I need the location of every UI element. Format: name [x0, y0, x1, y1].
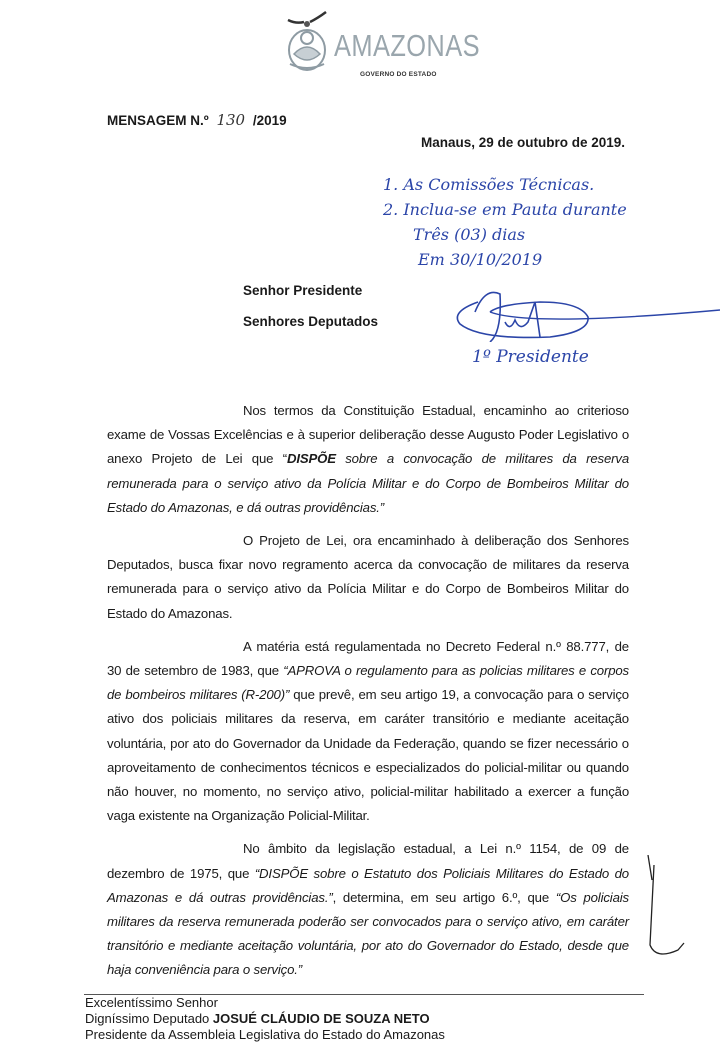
footer [84, 994, 644, 1043]
paragraph-2 [107, 529, 629, 626]
addressee-line-3: Presidente da Assembleia Legislativa do Estado do Amazonas [85, 1027, 445, 1042]
annotation-line-3: Três (03) dias [413, 225, 526, 244]
handwritten-annotation [383, 172, 683, 272]
message-number [107, 111, 287, 129]
addressee-title: Digníssimo Deputado [85, 1011, 213, 1026]
paragraph-4 [107, 837, 629, 982]
message-number-handwritten: 130 [216, 111, 246, 129]
addressee-line-1: Excelentíssimo Senhor [85, 995, 218, 1010]
paragraph-3 [107, 635, 629, 829]
salutation-president: Senhor Presidente [243, 283, 363, 298]
letterhead [282, 8, 480, 78]
paragraph-3-text-b: que prevê, em seu artigo 19, a convocação para o serviço ativo dos policiais militares da reserva, em caráter transitório e mediante aceitação voluntária, por ato do Governador da Unidade da Federação, quando se fizer necessário o aproveitamento de conhecimentos técnicos e especializados do policial-militar ou quando não houver, no momento, no serviço ativo, policial-militar habilitado a exercer a função vaga existente na Organização Policial-Militar. [107, 687, 629, 824]
salutation-deputies: Senhores Deputados [243, 314, 379, 329]
paragraph-4-quote-a: “DISPÕE sobre o Estatuto dos Policiais Militares do Estado do Amazonas e dá outras providências.” [107, 865, 629, 905]
message-year: /2019 [252, 113, 287, 128]
addressee-line-2 [85, 1011, 644, 1027]
date-line: Manaus, 29 de outubro de 2019. [421, 135, 626, 150]
letterhead-subtitle: GOVERNO DO ESTADO [360, 71, 437, 78]
addressee-name: JOSUÉ CLÁUDIO DE SOUZA NETO [212, 1011, 430, 1026]
signature-title: 1º Presidente [472, 347, 589, 367]
paragraph-4-text-a: No âmbito da legislação estadual, a Lei n.º 1154, de 09 de dezembro de 1975, que [107, 841, 629, 881]
paragraph-1-quote: sobre a convocação de militares da reserva remunerada para o serviço ativo da Polícia Militar e do Corpo de Bombeiros Militar do Estado do Amazonas, e dá outras providências.” [107, 451, 630, 515]
paragraph-4-quote-b: “Os policiais militares da reserva remunerada poderão ser convocados para o serviço ativo, em caráter transitório e mediante aceitação voluntária, por ato do Governador do Estado, desde que haja conveniência para o serviço.” [107, 889, 629, 978]
coat-of-arms-icon [282, 10, 332, 72]
annotation-line-2: 2. Inclua-se em Pauta durante [383, 200, 627, 219]
initials-mark-icon [640, 855, 690, 965]
annotation-line-1: 1. As Comissões Técnicas. [383, 175, 595, 194]
addressee-block [84, 995, 644, 1043]
annotation-line-4: Em 30/10/2019 [418, 250, 543, 269]
paragraph-3-text-a: A matéria está regulamentada no Decreto Federal n.º 88.777, de 30 de setembro de 1983, que [107, 638, 629, 679]
signature-icon [440, 282, 720, 342]
paragraph-1-text: Nos termos da Constituição Estadual, encaminho ao criterioso exame de Vossas Excelências e à superior deliberação desse Augusto Poder Legislativo o anexo Projeto de Lei que “ [107, 403, 629, 467]
paragraph-1-emphasis: DISPÕE [286, 451, 336, 467]
paragraph-1 [107, 399, 629, 520]
message-prefix: MENSAGEM N.º [107, 113, 209, 128]
letter-body [107, 399, 629, 992]
paragraph-4-text-b: , determina, em seu artigo 6.º, que [332, 889, 556, 905]
paragraph-3-quote: “APROVA o regulamento para as policias militares e corpos de bombeiros militares (R-200)” [107, 663, 630, 703]
state-name: AMAZONAS [334, 28, 480, 63]
paragraph-2-text: O Projeto de Lei, ora encaminhado à deliberação dos Senhores Deputados, busca fixar novo regramento acerca da convocação de militares da reserva remunerada para o serviço ativo da Polícia Militar e do Corpo de Bombeiros Militar do Estado do Amazonas. [107, 533, 629, 621]
